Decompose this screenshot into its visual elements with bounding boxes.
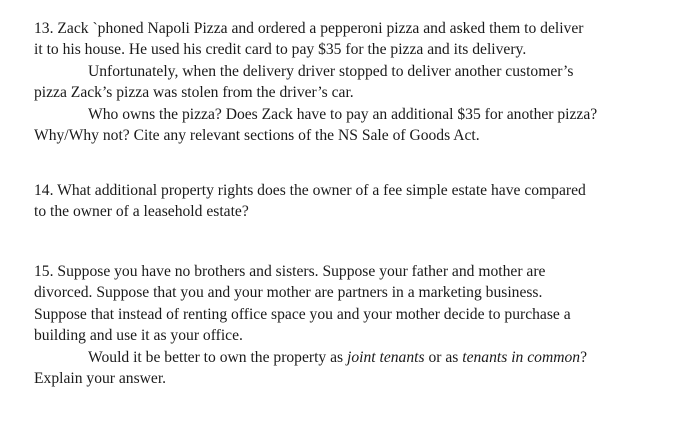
question-15-line-6: Explain your answer. (34, 370, 167, 388)
question-13 (34, 18, 674, 146)
question-13-line-5: Who owns the pizza? Does Zack have to pay an additional $35 for another pizza? (88, 105, 598, 123)
question-15-line-1: 15. Suppose you have no brothers and sisters. Suppose your father and mother are (34, 263, 546, 280)
question-15-line-3: Suppose that instead of renting office space you and your mother decide to purchase a (34, 305, 571, 323)
question-13-line-2: it to his house. He used his credit card to pay $35 for the pizza and its delivery. (34, 41, 527, 59)
question-15-line-5-before: Would it be better to own the property as (88, 348, 348, 366)
term-joint-tenants: joint tenants (347, 348, 425, 366)
question-13-line-1: 13. Zack `phoned Napoli Pizza and ordered a pepperoni pizza and asked them to deliver (34, 20, 584, 37)
question-15-line-4: building and use it as your office. (34, 327, 243, 345)
question-15-line-5-middle: or as (424, 348, 463, 366)
term-tenants-in-common: tenants in common (462, 348, 581, 366)
question-15-line-2: divorced. Suppose that you and your mother are partners in a marketing business. (34, 284, 543, 302)
question-14-line-1: 14. What additional property rights does the owner of a fee simple estate have compared (34, 182, 586, 199)
question-13-line-6: Why/Why not? Cite any relevant sections of the NS Sale of Goods Act. (34, 127, 480, 145)
question-14 (34, 180, 674, 223)
question-13-line-3: Unfortunately, when the delivery driver stopped to deliver another customer’s (88, 62, 574, 80)
question-15-line-5 (34, 347, 674, 368)
question-15 (34, 261, 674, 389)
question-13-line-4: pizza Zack’s pizza was stolen from the driver’s car. (34, 84, 354, 102)
question-15-line-5-after: ? (580, 348, 587, 366)
question-14-line-2: to the owner of a leasehold estate? (34, 203, 249, 221)
